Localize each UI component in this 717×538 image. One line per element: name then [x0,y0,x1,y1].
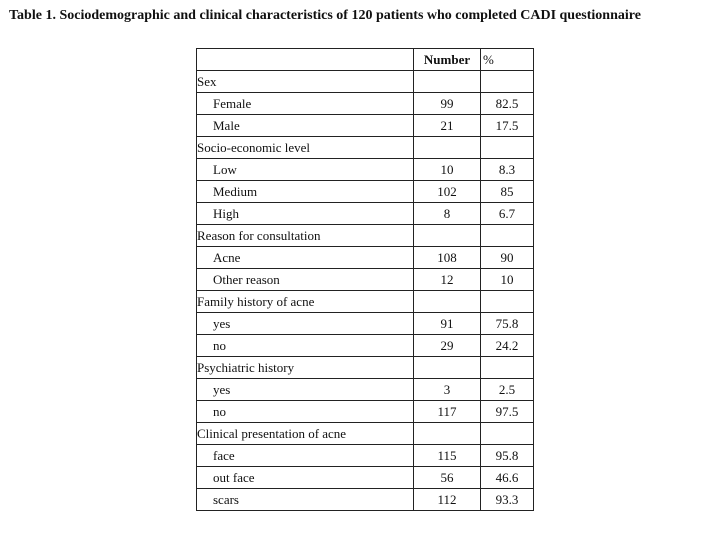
row-label: no [197,401,414,423]
percent-cell: 46.6 [481,467,534,489]
number-cell [414,357,481,379]
header-cell-label [197,49,414,71]
characteristics-table [196,48,534,511]
table-row [197,159,534,181]
row-label: High [197,203,414,225]
table-row [197,335,534,357]
row-label: Acne [197,247,414,269]
table-row [197,115,534,137]
percent-cell [481,225,534,247]
percent-cell: 90 [481,247,534,269]
section-row [197,423,534,445]
number-cell [414,137,481,159]
number-cell: 108 [414,247,481,269]
percent-cell: 93.3 [481,489,534,511]
row-label: yes [197,313,414,335]
row-label: Female [197,93,414,115]
percent-cell [481,137,534,159]
percent-cell: 10 [481,269,534,291]
percent-cell: 8.3 [481,159,534,181]
table-row [197,489,534,511]
table-row [197,379,534,401]
percent-cell [481,357,534,379]
percent-cell: 75.8 [481,313,534,335]
number-cell [414,423,481,445]
table-row [197,181,534,203]
percent-cell: 95.8 [481,445,534,467]
section-row [197,357,534,379]
number-cell: 117 [414,401,481,423]
table-header-row [197,49,534,71]
number-cell: 115 [414,445,481,467]
table-body [197,49,534,511]
section-row [197,291,534,313]
table-row [197,203,534,225]
row-label: Reason for consultation [197,225,414,247]
section-row [197,137,534,159]
row-label: scars [197,489,414,511]
row-label: face [197,445,414,467]
table-row [197,401,534,423]
row-label: Clinical presentation of acne [197,423,414,445]
row-label: yes [197,379,414,401]
number-cell [414,71,481,93]
number-cell: 21 [414,115,481,137]
table-row [197,269,534,291]
table-row [197,445,534,467]
row-label: Psychiatric history [197,357,414,379]
percent-cell: 97.5 [481,401,534,423]
row-label: out face [197,467,414,489]
table-caption: Table 1. Sociodemographic and clinical characteristics of 120 patients who completed CADI questionnaire [9,8,641,23]
row-label: Family history of acne [197,291,414,313]
percent-cell: 82.5 [481,93,534,115]
section-row [197,71,534,93]
number-cell: 112 [414,489,481,511]
number-cell [414,225,481,247]
row-label: Socio-economic level [197,137,414,159]
row-label: Male [197,115,414,137]
number-cell: 10 [414,159,481,181]
number-cell: 12 [414,269,481,291]
percent-cell [481,423,534,445]
row-label: Other reason [197,269,414,291]
table-row [197,247,534,269]
percent-cell: 24.2 [481,335,534,357]
number-cell: 3 [414,379,481,401]
number-cell: 91 [414,313,481,335]
percent-cell: 6.7 [481,203,534,225]
row-label: no [197,335,414,357]
number-cell: 102 [414,181,481,203]
header-cell-number: Number [414,49,481,71]
section-row [197,225,534,247]
percent-cell: 85 [481,181,534,203]
table-row [197,467,534,489]
row-label: Medium [197,181,414,203]
table-row [197,313,534,335]
number-cell: 56 [414,467,481,489]
number-cell [414,291,481,313]
row-label: Low [197,159,414,181]
number-cell: 8 [414,203,481,225]
number-cell: 99 [414,93,481,115]
table-row [197,93,534,115]
percent-cell: 17.5 [481,115,534,137]
header-cell-percent: % [481,49,534,71]
row-label: Sex [197,71,414,93]
percent-cell [481,71,534,93]
percent-cell [481,291,534,313]
number-cell: 29 [414,335,481,357]
percent-cell: 2.5 [481,379,534,401]
